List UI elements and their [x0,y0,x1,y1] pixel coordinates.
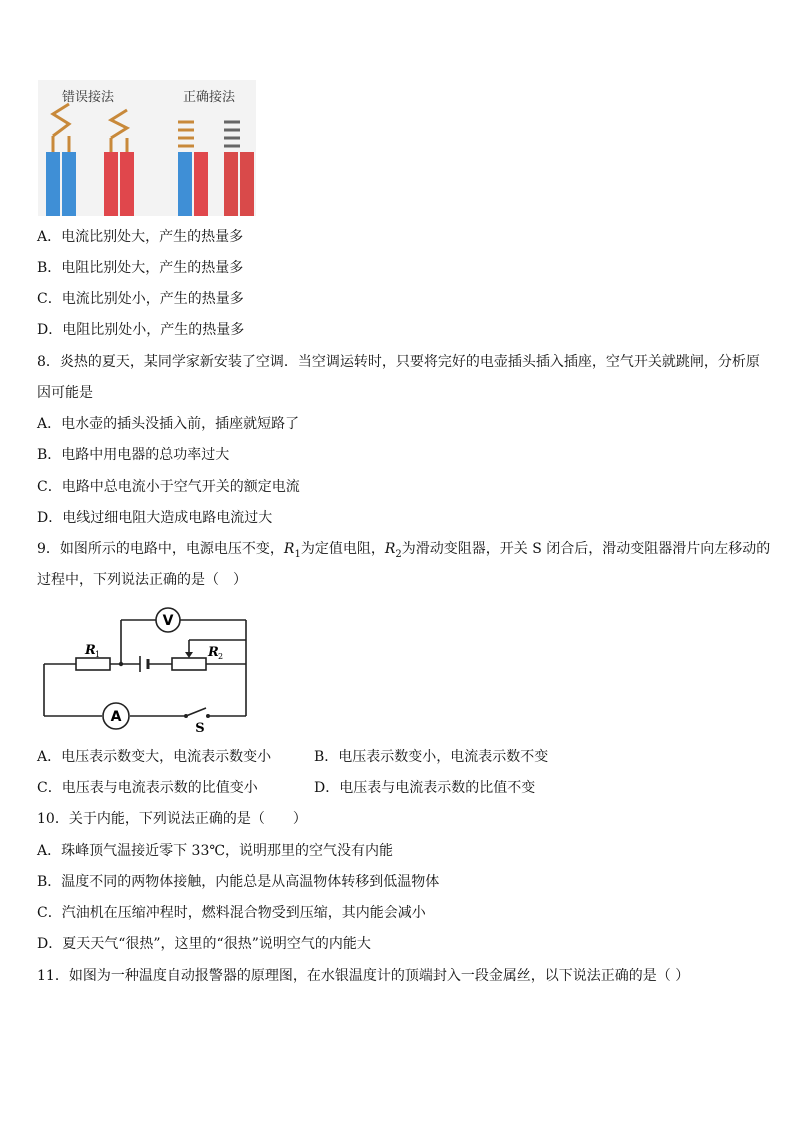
q10-option-c: C．汽油机在压缩冲程时，燃料混合物受到压缩，其内能会减小 [37,905,426,921]
q9-stem-c: 为滑动变阻器，开关 S 闭合后，滑动变阻器滑片向左移动的 [401,541,771,557]
switch-label: S [195,721,205,734]
q10-stem: 10．关于内能，下列说法正确的是（ ） [37,811,307,827]
r1-sub-label: 1 [95,650,101,659]
q10-option-d: D．夏天天气“很热”，这里的“很热”说明空气的内能大 [37,936,371,952]
r2-sub-label: 2 [218,652,224,661]
q8-stem-line2: 因可能是 [37,385,93,401]
q10-option-a: A．珠峰顶气温接近零下 33℃，说明那里的空气没有内能 [37,843,394,859]
q9-option-d: D．电压表与电流表示数的比值不变 [314,780,536,796]
wires-illustration [38,80,256,216]
r1-label: R [85,643,96,658]
q9-stem-b: 为定值电阻， [300,541,385,557]
q9-r2-letter: R [384,541,396,557]
q9-r1-sub: 1 [294,548,301,560]
q8-option-a: A．电水壶的插头没插入前，插座就短路了 [37,416,300,432]
q11-stem: 11．如图为一种温度自动报警器的原理图，在水银温度计的顶端封入一段金属丝，以下说法正确的是（ ） [37,968,690,984]
slider-arrow-icon [185,652,193,658]
wire-connection-photo [38,80,256,216]
ammeter-label: A [110,709,122,725]
photo-caption-wrong: 错误接法 [62,90,115,105]
r2-label: R [208,645,219,660]
q7-option-c: C．电流比别处小，产生的热量多 [37,291,244,307]
q9-r1-letter: R [283,541,295,557]
q9-option-b: B．电压表示数变小，电流表示数不变 [314,749,549,765]
q9-circuit-diagram [40,604,254,734]
q8-stem-line1: 8．炎热的夏天，某同学家新安装了空调．当空调运转时，只要将完好的电壶插头插入插座，空气开关就跳闸，分析原 [37,354,760,370]
q9-stem-a: 9．如图所示的电路中，电源电压不变， [37,541,284,557]
q8-option-b: B．电路中用电器的总功率过大 [37,447,230,463]
q8-option-d: D．电线过细电阻大造成电路电流过大 [37,510,273,526]
q8-option-c: C．电路中总电流小于空气开关的额定电流 [37,479,300,495]
photo-caption-right: 正确接法 [183,90,236,105]
q9-stem-line2: 过程中，下列说法正确的是（ ） [37,572,247,588]
q10-option-b: B．温度不同的两物体接触，内能总是从高温物体转移到低温物体 [37,874,440,890]
q7-option-a: A．电流比别处大，产生的热量多 [37,229,244,245]
q9-r2-sub: 2 [395,548,402,560]
voltmeter-label: V [162,613,174,629]
q7-option-d: D．电阻比别处小，产生的热量多 [37,322,245,338]
q9-option-a: A．电压表示数变大，电流表示数变小 [37,749,272,765]
q9-option-c: C．电压表与电流表示数的比值变小 [37,780,258,796]
q7-option-b: B．电阻比别处大，产生的热量多 [37,260,244,276]
q9-stem-line1 [37,539,770,565]
